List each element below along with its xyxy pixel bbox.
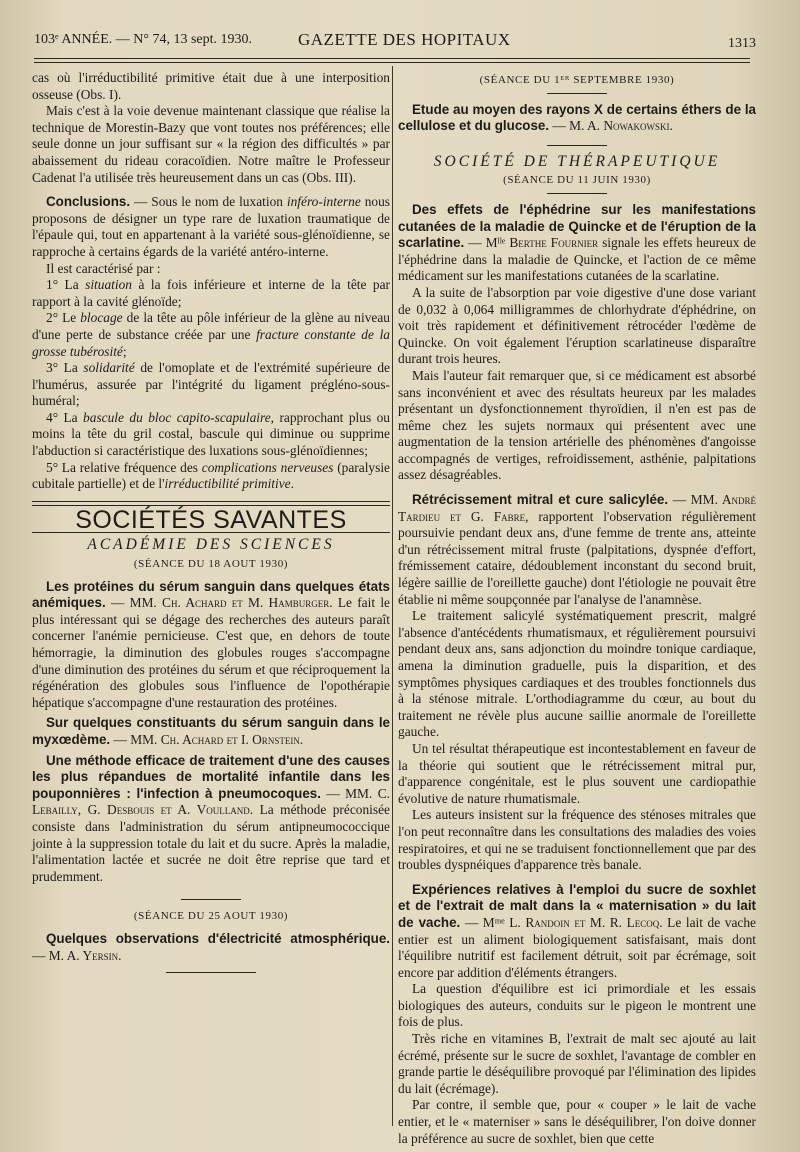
article-entry: Quelques observations d'électricité atmosphérique. — M. A. Yersin. <box>32 930 390 963</box>
separator <box>166 972 256 973</box>
separator <box>181 899 241 900</box>
conclusions-heading: Conclusions. <box>46 194 131 210</box>
paragraph: Les auteurs insistent sur la fréquence des sténoses mitrales que l'on peut reconnaître dans les consultations des maladies des voies respiratoires, et qui ne se traduisent fonctionnellement que par des troubles dyspnéiques d'apparence très banale. <box>398 807 756 873</box>
paragraph: A la suite de l'absorption par voie digestive d'une dose variant de 0,032 à 0,064 milligrammes de chlorhydrate d'éphédrine, on voit très rapidement et définitivement rétrocéder l'œdème de Quincke. On voit également l'éruption scarlatineuse disparaître durant trois heures. <box>398 284 756 367</box>
separator <box>547 93 607 94</box>
header-rule-top <box>34 58 750 59</box>
paragraph: Il est caractérisé par : <box>46 260 161 276</box>
article-entry: Expériences relatives à l'emploi du sucre de soxhlet et de l'extrait de malt dans la « maternisation » du lait de vache. — Mᵐᵉ L. Randoin et M. R. Lecoq. Le lait de vache entier est un aliment biologiquement satisfaisant, mais dont l'équilibre nutritif est facilement détruit, soit par écrémage, soit encore par addition d'éléments étrangers. <box>398 881 756 980</box>
paragraph: cas où l'irréductibilité primitive était due à une interposition osseuse (Obs. I). <box>32 70 390 102</box>
list-item: 4° La bascule du bloc capito-scapulaire, rapprochant plus ou moins la tête du gril costal, bascule qui diminue ou supprime l'abduction si caractéristique des luxations sous-glénoïdiennes; <box>32 409 390 459</box>
separator <box>547 193 607 194</box>
right-column <box>398 70 756 1147</box>
session-date: (SÉANCE DU 1ᴱᴿ SEPTEMBRE 1930) <box>479 74 675 86</box>
left-column <box>32 70 390 973</box>
paragraph: Mais l'auteur fait remarquer que, si ce médicament est absorbé sans inconvénient et avec des résultats heureux par les malades présentant un dysfonctionnement thyroïdien, il n'en est pas de même chez les sujets normaux qui présentent avec une augmentation de la tension artérielle des phénomènes d'angoisse accompagnés de vertiges, refroidissement, asthénie, palpitations assez désagréables. <box>398 367 756 483</box>
paragraph: Un tel résultat thérapeutique est incontestablement en faveur de la théorie qui soutient que le rétrécissement mitral pur, d'apparence congénitale, est le plus souvent une cardiopathie évolutive de nature rhumatismale. <box>398 740 756 806</box>
article-entry: Une méthode efficace de traitement d'une des causes les plus répandues de mortalité infantile dans les pouponnières : l'infection à pneumocoques. — MM. C. Lebailly, G. Desbouis et A. Voulland. La méthode préconisée consiste dans l'administration du sérum antipneumococcique jointe à la suppression totale du lait et du sucre. Après la maladie, l'alimentation lactée et sucrée ne doit être reprise que tard et prudemment. <box>32 752 390 884</box>
list-item: 5° La relative fréquence des complications nerveuses (paralysie cubitale partielle) et de l'irréductibilité primitive. <box>32 459 390 492</box>
paragraph: La question d'équilibre est ici primordiale et les essais biologiques des auteurs, conduits sur le pigeon le montrent une fois de plus. <box>398 981 756 1030</box>
journal-title: GAZETTE DES HOPITAUX <box>298 30 511 49</box>
header-rule-bottom <box>34 62 750 63</box>
paragraph: Très riche en vitamines B, l'extrait de malt sec ajouté au lait écrémé, présente sur le sucre de soxhlet, l'avantage de combler en grande partie le déséquilibre provoqué par l'élimination des lipides du lait (écrémage). <box>398 1031 756 1096</box>
separator <box>547 145 607 146</box>
paragraph: Par contre, il semble que, pour « couper » le lait de vache entier, et le « materniser » sans le déséquilibrer, l'on doive donner la préférence au sucre de soxhlet, bien que cette <box>398 1097 756 1146</box>
article-entry: Sur quelques constituants du sérum sanguin dans le myxœdème. — MM. Ch. Achard et I. Ornstein. <box>32 715 390 747</box>
paragraph: Mais c'est à la voie devenue maintenant classique que réalise la technique de Morestin-Bazy que vont toutes nos préférences; elle seule donne un jour suffisant sur « la région des difficultés » par abaissement du rideau coracoïdien. Notre maître le Professeur Cadenat l'a utilisée très heureusement dans un cas (Obs. III). <box>32 103 390 185</box>
session-date: (SÉANCE DU 18 AOUT 1930) <box>133 558 289 571</box>
article-entry: Etude au moyen des rayons X de certains éthers de la cellulose et du glucose. — M. A. Nowakowski. <box>398 101 756 134</box>
article-entry: Rétrécissement mitral et cure salicylée. — MM. André Tardieu et G. Fabre, rapportent l'observation régulièrement poursuivie pendant deux ans, d'une femme de trente ans, atteinte d'un rétrécissement mitral fruste (palpitations, dyspnée d'effort, frémissement cataire, dédoublement inconstant du second bruit, légère saillie de l'oreillette gauche) dont l'étiologie ne pouvait être établie ni même soupçonnée par l'analyse de l'anamnèse. <box>398 492 756 607</box>
page-number: 1313 <box>728 36 756 51</box>
society-title: ACADÉMIE DES SCIENCES <box>87 536 335 554</box>
session-date: (SÉANCE DU 11 JUIN 1930) <box>503 174 651 187</box>
paragraph: Le traitement salicylé systématiquement prescrit, malgré l'absence d'antécédents rhumatismaux, et régulièrement poursuivi pendant deux ans, sans adjonction du moindre tonique cardiaque, amena la diminution graduelle, puis la disparition, et des symptômes physiques cardiaques et des troubles fonctionnels dus à la sténose mitrale. L'orthodiagramme du cœur, au bout du traitement ne révèle plus aucune saillie anormale de l'oreillette gauche. <box>398 608 756 740</box>
article-entry: Les protéines du sérum sanguin dans quelques états anémiques. — MM. Ch. Achard et M. Hamburger. Le fait le plus intéressant qui se dégage des recherches des auteurs paraît concerner l'anémie pernicieuse. C'est que, en dehors de toute hémorragie, la diminution des globules rouges s'accompagne d'une diminution des protéines du sérum et que réciproquement la régénération des globules sous l'influence de l'opothérapie hépatique s'accompagne d'une restauration des protéines. <box>32 578 390 710</box>
article-entry: Des effets de l'éphédrine sur les manifestations cutanées de la maladie de Quincke et de l'éruption de la scarlatine. — Mˡˡᵉ Berthe Fournier signale les effets heureux de l'éphédrine dans la maladie de Quincke, et l'action de ce même médicament sur les manifestations cutanées de la scarlatine. <box>398 201 756 284</box>
issue-info: 103ᵉ ANNÉE. — N° 74, 13 sept. 1930. <box>34 32 253 47</box>
list-item: 3° La solidarité de l'omoplate et de l'extrémité supérieure de l'humérus, assurée par l'intégrité du ligament prégléno-sous-huméral; <box>32 360 390 409</box>
list-item: 2° Le blocage de la tête au pôle inférieur de la glène au niveau d'une perte de substance créée par une fracture constante de la grosse tubérosité; <box>32 310 391 359</box>
section-title: SOCIÉTÉS SAVANTES <box>75 505 347 534</box>
society-title: SOCIÉTÉ DE THÉRAPEUTIQUE <box>433 152 721 170</box>
list-item: 1° La situation à la fois inférieure et interne de la tête par rapport à la cavité glénoïde; <box>32 277 391 309</box>
session-date: (SÉANCE DU 25 AOUT 1930) <box>133 910 289 923</box>
column-divider <box>392 66 393 1126</box>
running-header <box>34 28 756 54</box>
conclusions-paragraph: Conclusions. — Sous le nom de luxation inféro-interne nous proposons de désigner un type rare de luxation traumatique de l'épaule qui, tout en appartenant à la variété sous-glénoïdienne, se rapproche à certains égards de la variété antéro-interne. <box>32 194 390 259</box>
